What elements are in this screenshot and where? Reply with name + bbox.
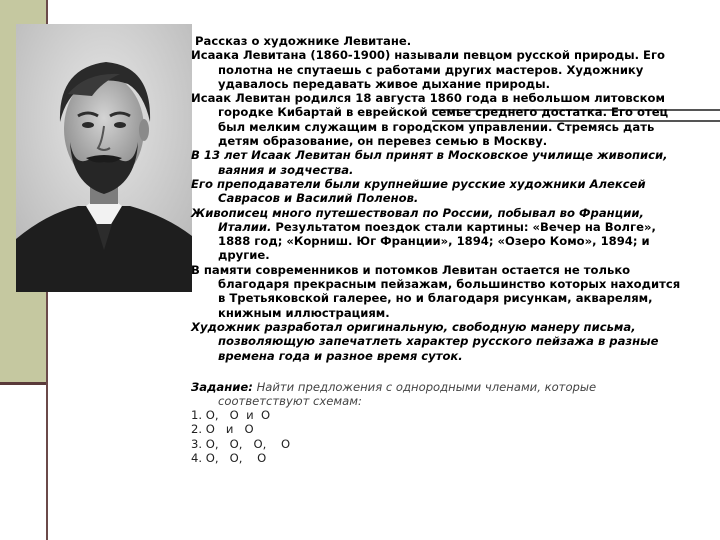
scheme-3: 3. О, О, О, О — [191, 436, 291, 451]
paragraph-4: Его преподаватели были крупнейшие русские художники Алексей Саврасов и Василий Поленов. — [191, 176, 646, 206]
scheme-4: 4. О, О, О — [191, 450, 267, 465]
slide-title: Рассказ о художнике Левитане. — [195, 34, 412, 48]
scheme-list — [191, 408, 290, 465]
decorative-band-line — [0, 382, 48, 385]
task-body: Найти предложения с однородными членами, которые соответствуют схемам: — [218, 380, 597, 409]
paragraph-6: В памяти современников и потомков Левитан остается не только благодаря прекрасным пейзажам, большинство которых находится в Третьяковской галерее, но и благодаря рисункам, акварелям, книжным иллюстрациям. — [191, 262, 681, 320]
paragraph-3: В 13 лет Исаак Левитан был принят в Московское училище живописи, ваяния и зодчества. — [191, 148, 668, 177]
paragraph-5-rest: Результатом поездок стали картины: «Вечер на Волге», 1888 год; «Корниш. Юг Франции», 1894; «Озеро Комо», 1894; и другие. — [218, 219, 656, 263]
task-text — [191, 380, 691, 409]
slide-text — [191, 34, 691, 363]
scheme-1: 1. О, О и О — [191, 408, 271, 422]
task-label: Задание: — [191, 380, 253, 394]
paragraph-7: Художник разработал оригинальную, свободную манеру письма, позволяющую запечатлеть характер русского пейзажа в разные времена года и разное время суток. — [191, 319, 659, 363]
portrait-photo — [16, 24, 192, 292]
paragraph-1: Исаака Левитана (1860-1900) называли певцом русской природы. Его полотна не спутаешь с работами других мастеров. Художнику удавалось передавать живое дыхание природы. — [191, 48, 665, 91]
paragraph-5 — [191, 206, 691, 263]
paragraph-5-lead: Живописец много путешествовал по России, побывал во Франции, Италии. — [191, 205, 644, 234]
scheme-2: 2. О и О — [191, 422, 254, 437]
paragraph-2: Исаак Левитан родился 18 августа 1860 года в небольшом литовском городке Кибартай в еврейской семье среднего достатка. Его отец был мелким служащим в городском управлении. Стремясь дать детям образование, он перевез семью в Москву. — [191, 91, 669, 149]
